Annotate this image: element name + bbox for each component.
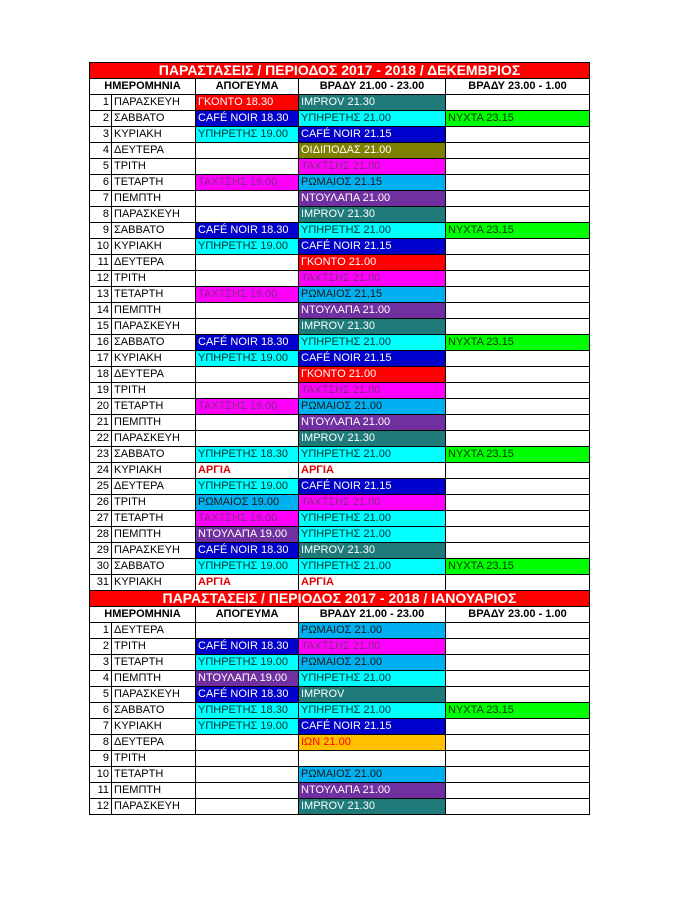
day-name: ΤΕΤΑΡΤΗ	[112, 511, 196, 527]
late-show	[446, 719, 590, 735]
day-name: ΠΕΜΠΤΗ	[112, 191, 196, 207]
late-show	[446, 207, 590, 223]
afternoon-show	[196, 303, 299, 319]
late-show	[446, 287, 590, 303]
day-name: ΣΑΒΒΑΤΟ	[112, 335, 196, 351]
day-number: 3	[90, 127, 112, 143]
afternoon-show: ΥΠΗΡΕΤΗΣ 19.00	[196, 351, 299, 367]
table-row	[90, 127, 590, 143]
evening-show: ΑΡΓΙΑ	[299, 463, 446, 479]
header-date: ΗΜΕΡΟΜΗΝΙΑ	[90, 79, 196, 95]
late-show	[446, 351, 590, 367]
day-name: ΚΥΡΙΑΚΗ	[112, 463, 196, 479]
day-name: ΠΑΡΑΣΚΕΥΗ	[112, 95, 196, 111]
late-show	[446, 655, 590, 671]
day-name: ΤΡΙΤΗ	[112, 383, 196, 399]
afternoon-show: CAFÉ NOIR 18.30	[196, 543, 299, 559]
table-row	[90, 655, 590, 671]
header-date: ΗΜΕΡΟΜΗΝΙΑ	[90, 607, 196, 623]
header-row	[90, 607, 590, 623]
table-row	[90, 367, 590, 383]
evening-show: ΡΩΜΑΙΟΣ 21.00	[299, 767, 446, 783]
evening-show: ΥΠΗΡΕΤΗΣ 21.00	[299, 527, 446, 543]
afternoon-show	[196, 415, 299, 431]
table-row	[90, 767, 590, 783]
afternoon-show	[196, 623, 299, 639]
day-name: ΚΥΡΙΑΚΗ	[112, 575, 196, 591]
table-row	[90, 383, 590, 399]
afternoon-show	[196, 751, 299, 767]
afternoon-show	[196, 191, 299, 207]
late-show	[446, 175, 590, 191]
evening-show: ΥΠΗΡΕΤΗΣ 21.00	[299, 559, 446, 575]
day-number: 8	[90, 735, 112, 751]
day-name: ΔΕΥΤΕΡΑ	[112, 255, 196, 271]
evening-show: IMPROV 21.30	[299, 799, 446, 815]
day-number: 28	[90, 527, 112, 543]
day-number: 21	[90, 415, 112, 431]
afternoon-show: CAFÉ NOIR 18.30	[196, 687, 299, 703]
afternoon-show	[196, 431, 299, 447]
section-title: ΠΑΡΑΣΤΑΣΕΙΣ / ΠΕΡΙΟΔΟΣ 2017 - 2018 / ΙΑΝΟΥΑΡΙΟΣ	[90, 591, 590, 607]
afternoon-show	[196, 271, 299, 287]
day-number: 7	[90, 191, 112, 207]
late-show	[446, 623, 590, 639]
day-name: ΣΑΒΒΑΤΟ	[112, 559, 196, 575]
day-number: 30	[90, 559, 112, 575]
late-show	[446, 95, 590, 111]
day-name: ΠΕΜΠΤΗ	[112, 783, 196, 799]
table-row	[90, 319, 590, 335]
evening-show: ΡΩΜΑΙΟΣ 21.15	[299, 175, 446, 191]
table-row	[90, 623, 590, 639]
late-show	[446, 399, 590, 415]
day-name: ΠΑΡΑΣΚΕΥΗ	[112, 319, 196, 335]
table-row	[90, 639, 590, 655]
table-row	[90, 143, 590, 159]
section-title: ΠΑΡΑΣΤΑΣΕΙΣ / ΠΕΡΙΟΔΟΣ 2017 - 2018 / ΔΕΚΕΜΒΡΙΟΣ	[90, 63, 590, 79]
header-evening: ΒΡΑΔΥ 21.00 - 23.00	[299, 79, 446, 95]
day-number: 11	[90, 255, 112, 271]
day-number: 17	[90, 351, 112, 367]
afternoon-show: ΥΠΗΡΕΤΗΣ 19.00	[196, 655, 299, 671]
day-number: 9	[90, 751, 112, 767]
table-row	[90, 271, 590, 287]
table-row	[90, 351, 590, 367]
day-name: ΠΑΡΑΣΚΕΥΗ	[112, 207, 196, 223]
section-title-row	[90, 63, 590, 79]
day-name: ΔΕΥΤΕΡΑ	[112, 143, 196, 159]
evening-show: ΝΤΟΥΛΑΠΑ 21.00	[299, 415, 446, 431]
table-row	[90, 415, 590, 431]
day-name: ΚΥΡΙΑΚΗ	[112, 719, 196, 735]
day-name: ΠΑΡΑΣΚΕΥΗ	[112, 687, 196, 703]
day-name: ΣΑΒΒΑΤΟ	[112, 223, 196, 239]
table-row	[90, 783, 590, 799]
late-show	[446, 671, 590, 687]
evening-show: ΤΑΧΤΣΗΣ 21.00	[299, 495, 446, 511]
evening-show: ΝΤΟΥΛΑΠΑ 21.00	[299, 303, 446, 319]
day-number: 4	[90, 143, 112, 159]
late-show	[446, 431, 590, 447]
afternoon-show: CAFÉ NOIR 18.30	[196, 639, 299, 655]
day-name: ΠΕΜΠΤΗ	[112, 415, 196, 431]
evening-show: ΥΠΗΡΕΤΗΣ 21.00	[299, 447, 446, 463]
day-number: 2	[90, 639, 112, 655]
late-show: ΝΥΧΤΑ 23.15	[446, 223, 590, 239]
afternoon-show: ΓΚΟΝΤΟ 18.30	[196, 95, 299, 111]
day-name: ΠΑΡΑΣΚΕΥΗ	[112, 799, 196, 815]
day-number: 25	[90, 479, 112, 495]
table-row	[90, 191, 590, 207]
table-row	[90, 463, 590, 479]
day-name: ΠΕΜΠΤΗ	[112, 671, 196, 687]
evening-show: CAFÉ NOIR 21.15	[299, 239, 446, 255]
day-number: 31	[90, 575, 112, 591]
late-show	[446, 271, 590, 287]
day-name: ΔΕΥΤΕΡΑ	[112, 479, 196, 495]
afternoon-show	[196, 207, 299, 223]
day-name: ΣΑΒΒΑΤΟ	[112, 111, 196, 127]
day-number: 27	[90, 511, 112, 527]
day-number: 15	[90, 319, 112, 335]
day-name: ΔΕΥΤΕΡΑ	[112, 735, 196, 751]
evening-show: ΤΑΧΤΣΗΣ 21.00	[299, 159, 446, 175]
late-show	[446, 383, 590, 399]
evening-show: ΥΠΗΡΕΤΗΣ 21.00	[299, 511, 446, 527]
late-show: ΝΥΧΤΑ 23.15	[446, 447, 590, 463]
afternoon-show	[196, 383, 299, 399]
evening-show: CAFÉ NOIR 21.15	[299, 719, 446, 735]
late-show	[446, 527, 590, 543]
day-name: ΣΑΒΒΑΤΟ	[112, 703, 196, 719]
late-show	[446, 143, 590, 159]
day-number: 6	[90, 703, 112, 719]
afternoon-show	[196, 367, 299, 383]
evening-show: ΓΚΟΝΤΟ 21.00	[299, 367, 446, 383]
header-afternoon: ΑΠΟΓΕΥΜΑ	[196, 79, 299, 95]
evening-show: ΥΠΗΡΕΤΗΣ 21.00	[299, 671, 446, 687]
header-late: ΒΡΑΔΥ 23.00 - 1.00	[446, 79, 590, 95]
day-number: 12	[90, 799, 112, 815]
late-show	[446, 687, 590, 703]
table-row	[90, 447, 590, 463]
evening-show: ΥΠΗΡΕΤΗΣ 21.00	[299, 703, 446, 719]
day-name: ΤΡΙΤΗ	[112, 639, 196, 655]
day-number: 22	[90, 431, 112, 447]
header-evening: ΒΡΑΔΥ 21.00 - 23.00	[299, 607, 446, 623]
late-show	[446, 575, 590, 591]
day-number: 5	[90, 159, 112, 175]
late-show	[446, 751, 590, 767]
evening-show: ΥΠΗΡΕΤΗΣ 21.00	[299, 335, 446, 351]
evening-show: ΝΤΟΥΛΑΠΑ 21.00	[299, 191, 446, 207]
day-number: 20	[90, 399, 112, 415]
day-name: ΤΡΙΤΗ	[112, 271, 196, 287]
table-row	[90, 223, 590, 239]
table-row	[90, 511, 590, 527]
evening-show: ΡΩΜΑΙΟΣ 21.00	[299, 655, 446, 671]
evening-show: IMPROV 21.30	[299, 543, 446, 559]
section-title-row	[90, 591, 590, 607]
table-row	[90, 751, 590, 767]
day-name: ΠΑΡΑΣΚΕΥΗ	[112, 431, 196, 447]
afternoon-show: ΑΡΓΙΑ	[196, 463, 299, 479]
afternoon-show: ΡΩΜΑΙΟΣ 19.00	[196, 495, 299, 511]
late-show	[446, 479, 590, 495]
day-number: 9	[90, 223, 112, 239]
late-show: ΝΥΧΤΑ 23.15	[446, 335, 590, 351]
table-row	[90, 239, 590, 255]
table-row	[90, 159, 590, 175]
table-row	[90, 335, 590, 351]
afternoon-show	[196, 783, 299, 799]
evening-show: CAFÉ NOIR 21.15	[299, 351, 446, 367]
afternoon-show: ΥΠΗΡΕΤΗΣ 19.00	[196, 239, 299, 255]
table-row	[90, 703, 590, 719]
afternoon-show: ΥΠΗΡΕΤΗΣ 19.00	[196, 479, 299, 495]
evening-show: ΝΤΟΥΛΑΠΑ 21.00	[299, 783, 446, 799]
evening-show: ΥΠΗΡΕΤΗΣ 21.00	[299, 223, 446, 239]
table-row	[90, 671, 590, 687]
table-row	[90, 399, 590, 415]
table-row	[90, 175, 590, 191]
afternoon-show	[196, 799, 299, 815]
late-show	[446, 511, 590, 527]
table-row	[90, 559, 590, 575]
day-name: ΤΡΙΤΗ	[112, 159, 196, 175]
table-row	[90, 303, 590, 319]
day-number: 1	[90, 623, 112, 639]
late-show	[446, 735, 590, 751]
day-number: 23	[90, 447, 112, 463]
afternoon-show: CAFÉ NOIR 18.30	[196, 111, 299, 127]
afternoon-show: ΤΑΧΤΣΗΣ 19.00	[196, 399, 299, 415]
afternoon-show: ΤΑΧΤΣΗΣ 19.00	[196, 287, 299, 303]
late-show	[446, 543, 590, 559]
day-number: 10	[90, 239, 112, 255]
day-number: 10	[90, 767, 112, 783]
afternoon-show	[196, 767, 299, 783]
late-show	[446, 191, 590, 207]
afternoon-show: ΝΤΟΥΛΑΠΑ 19.00	[196, 527, 299, 543]
table-row	[90, 543, 590, 559]
evening-show: ΙΩΝ 21.00	[299, 735, 446, 751]
evening-show: ΤΑΧΤΣΗΣ 21.00	[299, 639, 446, 655]
evening-show: ΓΚΟΝΤΟ 21.00	[299, 255, 446, 271]
day-number: 13	[90, 287, 112, 303]
day-number: 2	[90, 111, 112, 127]
day-number: 19	[90, 383, 112, 399]
late-show	[446, 367, 590, 383]
evening-show: ΤΑΧΤΣΗΣ 21.00	[299, 271, 446, 287]
day-name: ΤΕΤΑΡΤΗ	[112, 287, 196, 303]
late-show	[446, 159, 590, 175]
day-number: 29	[90, 543, 112, 559]
late-show	[446, 127, 590, 143]
afternoon-show	[196, 735, 299, 751]
table-row	[90, 527, 590, 543]
day-number: 26	[90, 495, 112, 511]
header-row	[90, 79, 590, 95]
table-row	[90, 287, 590, 303]
day-number: 24	[90, 463, 112, 479]
evening-show: ΡΩΜΑΙΟΣ 21.00	[299, 399, 446, 415]
evening-show: ΡΩΜΑΙΟΣ 21,15	[299, 287, 446, 303]
table-row	[90, 719, 590, 735]
afternoon-show: ΥΠΗΡΕΤΗΣ 18.30	[196, 703, 299, 719]
evening-show: CAFÉ NOIR 21.15	[299, 479, 446, 495]
table-row	[90, 431, 590, 447]
afternoon-show	[196, 255, 299, 271]
day-name: ΤΕΤΑΡΤΗ	[112, 655, 196, 671]
afternoon-show	[196, 319, 299, 335]
day-number: 6	[90, 175, 112, 191]
day-number: 11	[90, 783, 112, 799]
day-number: 7	[90, 719, 112, 735]
late-show: ΝΥΧΤΑ 23.15	[446, 111, 590, 127]
day-name: ΚΥΡΙΑΚΗ	[112, 351, 196, 367]
day-number: 5	[90, 687, 112, 703]
schedule-body	[90, 63, 590, 815]
afternoon-show: ΤΑΧΤΣΗΣ 19.00	[196, 511, 299, 527]
day-number: 4	[90, 671, 112, 687]
day-name: ΠΕΜΠΤΗ	[112, 527, 196, 543]
afternoon-show: CAFÉ NOIR 18.30	[196, 223, 299, 239]
late-show: ΝΥΧΤΑ 23.15	[446, 559, 590, 575]
late-show	[446, 495, 590, 511]
day-name: ΤΕΤΑΡΤΗ	[112, 399, 196, 415]
day-number: 8	[90, 207, 112, 223]
late-show	[446, 799, 590, 815]
afternoon-show: ΝΤΟΥΛΑΠΑ 19.00	[196, 671, 299, 687]
late-show	[446, 255, 590, 271]
table-row	[90, 207, 590, 223]
afternoon-show: ΥΠΗΡΕΤΗΣ 19.00	[196, 559, 299, 575]
late-show	[446, 783, 590, 799]
evening-show: IMPROV 21.30	[299, 431, 446, 447]
evening-show: IMPROV 21.30	[299, 95, 446, 111]
late-show	[446, 319, 590, 335]
day-name: ΚΥΡΙΑΚΗ	[112, 239, 196, 255]
late-show	[446, 767, 590, 783]
header-late: ΒΡΑΔΥ 23.00 - 1.00	[446, 607, 590, 623]
table-row	[90, 575, 590, 591]
evening-show: ΤΑΧΤΣΗΣ 21.00	[299, 383, 446, 399]
afternoon-show: ΥΠΗΡΕΤΗΣ 18.30	[196, 447, 299, 463]
afternoon-show	[196, 143, 299, 159]
day-name: ΤΕΤΑΡΤΗ	[112, 767, 196, 783]
day-name: ΔΕΥΤΕΡΑ	[112, 623, 196, 639]
table-row	[90, 735, 590, 751]
afternoon-show: ΤΑΧΤΣΗΣ 19.00	[196, 175, 299, 191]
late-show	[446, 639, 590, 655]
afternoon-show: ΑΡΓΙΑ	[196, 575, 299, 591]
day-name: ΣΑΒΒΑΤΟ	[112, 447, 196, 463]
afternoon-show: CAFÉ NOIR 18.30	[196, 335, 299, 351]
day-number: 12	[90, 271, 112, 287]
evening-show: CAFÉ NOIR 21.15	[299, 127, 446, 143]
day-number: 16	[90, 335, 112, 351]
day-name: ΠΑΡΑΣΚΕΥΗ	[112, 543, 196, 559]
day-number: 1	[90, 95, 112, 111]
day-name: ΚΥΡΙΑΚΗ	[112, 127, 196, 143]
late-show	[446, 303, 590, 319]
day-number: 18	[90, 367, 112, 383]
schedule-table	[89, 62, 590, 815]
evening-show: IMPROV	[299, 687, 446, 703]
day-number: 3	[90, 655, 112, 671]
late-show	[446, 239, 590, 255]
table-row	[90, 479, 590, 495]
table-row	[90, 687, 590, 703]
evening-show: IMPROV 21.30	[299, 207, 446, 223]
day-name: ΔΕΥΤΕΡΑ	[112, 367, 196, 383]
table-row	[90, 111, 590, 127]
afternoon-show: ΥΠΗΡΕΤΗΣ 19.00	[196, 127, 299, 143]
table-row	[90, 799, 590, 815]
late-show	[446, 463, 590, 479]
day-name: ΤΕΤΑΡΤΗ	[112, 175, 196, 191]
evening-show: ΥΠΗΡΕΤΗΣ 21.00	[299, 111, 446, 127]
afternoon-show	[196, 159, 299, 175]
day-name: ΤΡΙΤΗ	[112, 751, 196, 767]
header-afternoon: ΑΠΟΓΕΥΜΑ	[196, 607, 299, 623]
evening-show	[299, 751, 446, 767]
afternoon-show: ΥΠΗΡΕΤΗΣ 19.00	[196, 719, 299, 735]
evening-show: ΟΙΔΙΠΟΔΑΣ 21.00	[299, 143, 446, 159]
table-row	[90, 95, 590, 111]
evening-show: IMPROV 21.30	[299, 319, 446, 335]
evening-show: ΡΩΜΑΙΟΣ 21.00	[299, 623, 446, 639]
day-name: ΤΡΙΤΗ	[112, 495, 196, 511]
day-number: 14	[90, 303, 112, 319]
late-show: ΝΥΧΤΑ 23.15	[446, 703, 590, 719]
table-row	[90, 495, 590, 511]
table-row	[90, 255, 590, 271]
evening-show: ΑΡΓΙΑ	[299, 575, 446, 591]
late-show	[446, 415, 590, 431]
day-name: ΠΕΜΠΤΗ	[112, 303, 196, 319]
